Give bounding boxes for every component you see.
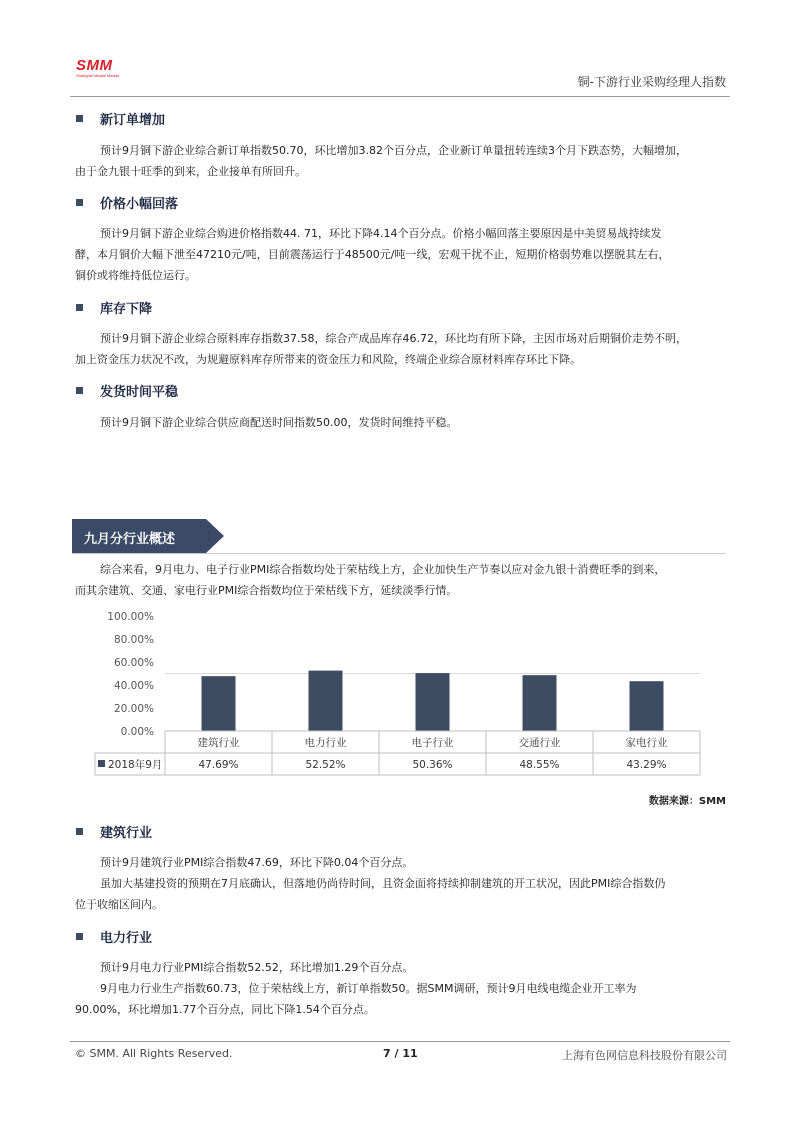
bar (309, 671, 343, 731)
y-tick-label: 60.00% (113, 657, 154, 669)
section-title: 库存下降 (100, 301, 153, 317)
bar (416, 673, 450, 731)
y-tick-label: 0.00% (120, 726, 154, 738)
paragraph-line: 由于金九银十旺季的到来，企业接单有所回升。 (75, 165, 306, 178)
paragraph-line: 预计9月建筑行业PMI综合指数47.69，环比下降0.04个百分点。 (100, 856, 414, 869)
footer-divider (70, 1041, 730, 1042)
legend-label: 2018年9月 (108, 759, 163, 771)
data-label: 52.52% (305, 759, 346, 771)
pmi-bar-chart (90, 605, 730, 785)
section-title: 电力行业 (100, 930, 153, 946)
paragraph-line: 预计9月铜下游企业综合供应商配送时间指数50.00，发货时间维持平稳。 (100, 416, 458, 429)
category-label: 交通行业 (518, 737, 561, 749)
section-paragraph (75, 140, 725, 182)
paragraph-line: 预计9月电力行业PMI综合指数52.52，环比增加1.29个百分点。 (100, 961, 414, 974)
category-label: 建筑行业 (197, 737, 240, 749)
smm-logo (76, 58, 126, 78)
paragraph-line: 预计9月铜下游企业综合购进价格指数44. 71，环比下降4.14个百分点。价格小幅回落主要原因是中美贸易战持续发 (100, 227, 662, 240)
overview-banner (72, 519, 224, 553)
section-paragraph (75, 852, 725, 915)
y-tick-label: 100.00% (107, 611, 154, 623)
section-paragraph (75, 223, 725, 286)
square-bullet-icon (76, 387, 83, 394)
section-paragraph (75, 412, 725, 433)
section-title: 价格小幅回落 (100, 196, 179, 212)
section-price (76, 192, 178, 212)
section-title: 建筑行业 (100, 825, 153, 841)
category-label: 电力行业 (304, 737, 347, 749)
y-tick-label: 20.00% (113, 703, 154, 715)
square-bullet-icon (76, 115, 83, 122)
overview-paragraph (75, 559, 725, 601)
paragraph-line: 预计9月铜下游企业综合原料库存指数37.58，综合产成品库存46.72，环比均有所下降，主因市场对后期铜价走势不明， (100, 332, 687, 345)
page-number: 7 / 11 (383, 1047, 418, 1060)
section-delivery (76, 380, 178, 400)
section-new-orders (76, 108, 165, 128)
category-label: 家电行业 (625, 737, 668, 749)
square-bullet-icon (76, 199, 83, 206)
section-power (76, 926, 152, 946)
paragraph-line: 预计9月铜下游企业综合新订单指数50.70，环比增加3.82个百分点，企业新订单量扭转连续3个月下跌态势，大幅增加， (100, 144, 687, 157)
data-label: 43.29% (626, 759, 667, 771)
header-divider (70, 96, 730, 97)
section-paragraph (75, 957, 725, 1020)
data-source: 数据来源：SMM (648, 796, 726, 807)
section-construction (76, 821, 152, 841)
report-title: 铜-下游行业采购经理人指数 (577, 75, 726, 89)
paragraph-line: 而其余建筑、交通、家电行业PMI综合指数均位于荣枯线下方，延续淡季行情。 (75, 584, 458, 597)
category-label: 电子行业 (411, 737, 454, 749)
y-tick-label: 80.00% (113, 634, 154, 646)
logo-subtitle: Shanghai Metals Market (76, 73, 120, 78)
data-label: 48.55% (519, 759, 560, 771)
square-bullet-icon (76, 828, 83, 835)
paragraph-line: 虽加大基建投资的预期在7月底确认，但落地仍尚待时间，且资金面将持续抑制建筑的开工状况，因此PMI综合指数仍 (100, 877, 666, 890)
section-paragraph (75, 328, 725, 370)
copyright: © SMM. All Rights Reserved. (75, 1047, 233, 1060)
paragraph-line: 加上资金压力状况不改，为规避原料库存所带来的资金压力和风险，终端企业综合原材料库存环比下降。 (75, 353, 581, 366)
paragraph-line: 9月电力行业生产指数60.73，位于荣枯线上方，新订单指数50。据SMM调研，预计9月电线电缆企业开工率为 (100, 982, 637, 995)
square-bullet-icon (76, 933, 83, 940)
legend-swatch (98, 760, 105, 767)
y-tick-label: 40.00% (113, 680, 154, 692)
paragraph-line: 综合来看，9月电力、电子行业PMI综合指数均处于荣枯线上方，企业加快生产节奏以应对金九银十消费旺季的到来， (100, 563, 666, 576)
data-label: 47.69% (198, 759, 239, 771)
paragraph-line: 90.00%，环比增加1.77个百分点，同比下降1.54个百分点。 (75, 1003, 375, 1016)
bar (523, 675, 557, 731)
section-title: 发货时间平稳 (100, 384, 179, 400)
bar (202, 676, 236, 731)
logo-mark: SMM (76, 57, 113, 74)
banner-title: 九月分行业概述 (84, 532, 176, 547)
banner-underline (72, 553, 725, 554)
chart-svg (90, 605, 730, 785)
paragraph-line: 位于收缩区间内。 (75, 898, 163, 911)
section-title: 新订单增加 (100, 112, 166, 128)
company-name: 上海有色网信息科技股份有限公司 (562, 1049, 727, 1062)
section-inventory (76, 297, 152, 317)
paragraph-line: 酵，本月铜价大幅下泄至47210元/吨，目前震荡运行于48500元/吨一线，宏观干扰不止，短期价格弱势难以摆脱其左右， (75, 248, 670, 261)
paragraph-line: 铜价或将维持低位运行。 (75, 269, 196, 282)
square-bullet-icon (76, 304, 83, 311)
data-label: 50.36% (412, 759, 453, 771)
bar (630, 681, 664, 731)
